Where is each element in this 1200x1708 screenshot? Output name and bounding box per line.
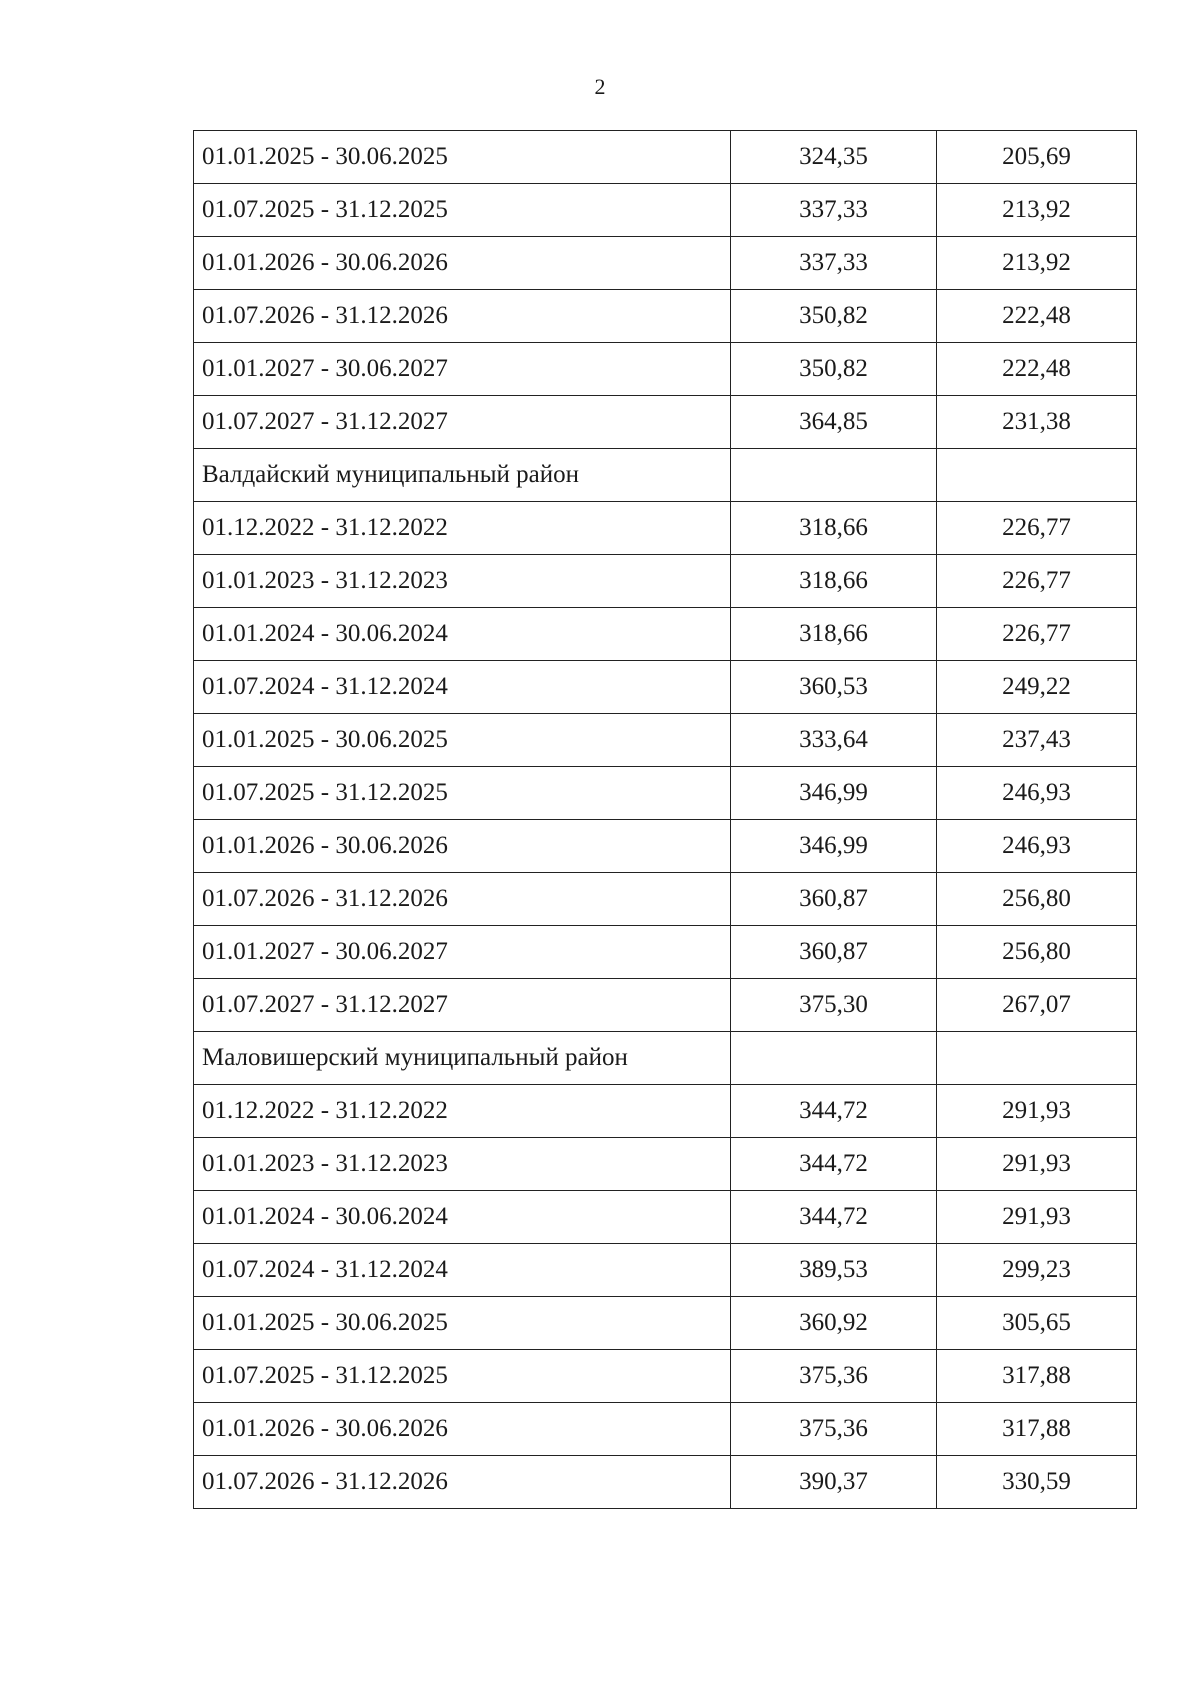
period-cell: 01.07.2025 - 31.12.2025 xyxy=(194,767,731,820)
value-cell-1: 318,66 xyxy=(731,608,937,661)
value-cell-1: 346,99 xyxy=(731,820,937,873)
table-row xyxy=(194,608,1137,661)
value-cell-2: 213,92 xyxy=(937,184,1137,237)
empty-cell xyxy=(937,1032,1137,1085)
value-cell-1: 360,87 xyxy=(731,873,937,926)
page-number: 2 xyxy=(594,74,606,99)
section-row xyxy=(194,1032,1137,1085)
value-cell-1: 350,82 xyxy=(731,343,937,396)
table-row xyxy=(194,1085,1137,1138)
table-row xyxy=(194,979,1137,1032)
period-cell: 01.01.2027 - 30.06.2027 xyxy=(194,926,731,979)
period-cell: 01.01.2024 - 30.06.2024 xyxy=(194,608,731,661)
value-cell-1: 346,99 xyxy=(731,767,937,820)
value-cell-2: 317,88 xyxy=(937,1350,1137,1403)
value-cell-1: 375,36 xyxy=(731,1350,937,1403)
value-cell-2: 213,92 xyxy=(937,237,1137,290)
table-row xyxy=(194,926,1137,979)
period-cell: 01.01.2026 - 30.06.2026 xyxy=(194,1403,731,1456)
table-row xyxy=(194,661,1137,714)
value-cell-1: 389,53 xyxy=(731,1244,937,1297)
table-row xyxy=(194,290,1137,343)
period-cell: 01.07.2027 - 31.12.2027 xyxy=(194,396,731,449)
table-row xyxy=(194,131,1137,184)
value-cell-2: 317,88 xyxy=(937,1403,1137,1456)
value-cell-1: 318,66 xyxy=(731,555,937,608)
value-cell-2: 249,22 xyxy=(937,661,1137,714)
period-cell: 01.12.2022 - 31.12.2022 xyxy=(194,1085,731,1138)
period-cell: 01.01.2023 - 31.12.2023 xyxy=(194,1138,731,1191)
period-cell: 01.07.2024 - 31.12.2024 xyxy=(194,1244,731,1297)
table-row xyxy=(194,767,1137,820)
value-cell-1: 360,92 xyxy=(731,1297,937,1350)
table-row xyxy=(194,1191,1137,1244)
value-cell-2: 226,77 xyxy=(937,502,1137,555)
value-cell-2: 267,07 xyxy=(937,979,1137,1032)
period-cell: 01.01.2024 - 30.06.2024 xyxy=(194,1191,731,1244)
table-row xyxy=(194,820,1137,873)
value-cell-1: 344,72 xyxy=(731,1085,937,1138)
value-cell-1: 324,35 xyxy=(731,131,937,184)
value-cell-2: 291,93 xyxy=(937,1138,1137,1191)
period-cell: 01.01.2026 - 30.06.2026 xyxy=(194,820,731,873)
value-cell-1: 337,33 xyxy=(731,184,937,237)
value-cell-1: 390,37 xyxy=(731,1456,937,1509)
value-cell-2: 291,93 xyxy=(937,1085,1137,1138)
period-cell: 01.07.2026 - 31.12.2026 xyxy=(194,290,731,343)
period-cell: 01.01.2025 - 30.06.2025 xyxy=(194,1297,731,1350)
section-title: Валдайский муниципальный район xyxy=(194,449,731,502)
value-cell-2: 205,69 xyxy=(937,131,1137,184)
table-row xyxy=(194,1403,1137,1456)
value-cell-1: 375,30 xyxy=(731,979,937,1032)
value-cell-2: 305,65 xyxy=(937,1297,1137,1350)
table-row xyxy=(194,1244,1137,1297)
empty-cell xyxy=(731,1032,937,1085)
table-row xyxy=(194,714,1137,767)
value-cell-1: 350,82 xyxy=(731,290,937,343)
value-cell-2: 246,93 xyxy=(937,820,1137,873)
period-cell: 01.12.2022 - 31.12.2022 xyxy=(194,502,731,555)
value-cell-2: 256,80 xyxy=(937,926,1137,979)
period-cell: 01.07.2027 - 31.12.2027 xyxy=(194,979,731,1032)
value-cell-2: 330,59 xyxy=(937,1456,1137,1509)
period-cell: 01.01.2023 - 31.12.2023 xyxy=(194,555,731,608)
value-cell-2: 222,48 xyxy=(937,290,1137,343)
period-cell: 01.07.2024 - 31.12.2024 xyxy=(194,661,731,714)
table-row xyxy=(194,1138,1137,1191)
table-row xyxy=(194,873,1137,926)
period-cell: 01.01.2027 - 30.06.2027 xyxy=(194,343,731,396)
value-cell-2: 246,93 xyxy=(937,767,1137,820)
tariff-table xyxy=(193,130,1137,1509)
table-row xyxy=(194,396,1137,449)
table-row xyxy=(194,1350,1137,1403)
value-cell-1: 375,36 xyxy=(731,1403,937,1456)
value-cell-1: 337,33 xyxy=(731,237,937,290)
period-cell: 01.07.2025 - 31.12.2025 xyxy=(194,1350,731,1403)
value-cell-2: 226,77 xyxy=(937,608,1137,661)
table-row xyxy=(194,502,1137,555)
value-cell-1: 318,66 xyxy=(731,502,937,555)
section-row xyxy=(194,449,1137,502)
empty-cell xyxy=(731,449,937,502)
value-cell-2: 226,77 xyxy=(937,555,1137,608)
table-row xyxy=(194,1456,1137,1509)
value-cell-1: 344,72 xyxy=(731,1191,937,1244)
period-cell: 01.01.2025 - 30.06.2025 xyxy=(194,714,731,767)
section-title: Маловишерский муниципальный район xyxy=(194,1032,731,1085)
value-cell-2: 231,38 xyxy=(937,396,1137,449)
value-cell-1: 364,85 xyxy=(731,396,937,449)
value-cell-2: 291,93 xyxy=(937,1191,1137,1244)
empty-cell xyxy=(937,449,1137,502)
period-cell: 01.07.2026 - 31.12.2026 xyxy=(194,873,731,926)
table-row xyxy=(194,237,1137,290)
value-cell-1: 344,72 xyxy=(731,1138,937,1191)
period-cell: 01.01.2026 - 30.06.2026 xyxy=(194,237,731,290)
value-cell-1: 360,53 xyxy=(731,661,937,714)
period-cell: 01.07.2026 - 31.12.2026 xyxy=(194,1456,731,1509)
value-cell-2: 222,48 xyxy=(937,343,1137,396)
table-row xyxy=(194,555,1137,608)
tariff-table-body xyxy=(194,131,1137,1509)
table-row xyxy=(194,1297,1137,1350)
period-cell: 01.07.2025 - 31.12.2025 xyxy=(194,184,731,237)
value-cell-2: 299,23 xyxy=(937,1244,1137,1297)
table-row xyxy=(194,184,1137,237)
value-cell-1: 360,87 xyxy=(731,926,937,979)
value-cell-2: 237,43 xyxy=(937,714,1137,767)
value-cell-1: 333,64 xyxy=(731,714,937,767)
table-row xyxy=(194,343,1137,396)
value-cell-2: 256,80 xyxy=(937,873,1137,926)
period-cell: 01.01.2025 - 30.06.2025 xyxy=(194,131,731,184)
